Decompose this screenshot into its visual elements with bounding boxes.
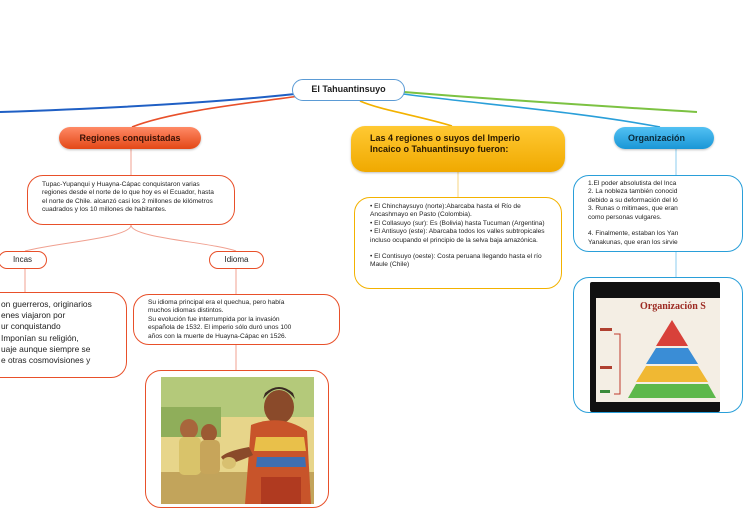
list-spacer xyxy=(588,222,728,230)
subtopic-idioma-label: Idioma xyxy=(224,255,249,264)
subtopic-incas[interactable] xyxy=(0,251,47,269)
regiones-detail-text: Tupac-Yupanqui y Huayna-Cápac conquistaron varias regiones desde el norte de lo que hoy es el Ecuador, hasta el norte de Chile. alcanzó casi los 2 millones de kilómetros cuadrados y los 10 millones de habitantes. xyxy=(42,181,214,214)
idioma-line: española de 1532. El imperio sólo duró unos 100 xyxy=(148,324,292,332)
inca-figures-image xyxy=(161,377,314,504)
organizacion-detail-box[interactable] xyxy=(573,175,743,252)
organizacion-line: como personas vulgares. xyxy=(588,213,662,221)
topic-regiones-title: Regiones conquistadas xyxy=(79,133,181,143)
list-spacer xyxy=(370,245,546,253)
idioma-line: Su idioma principal era el quechua, pero había xyxy=(148,299,285,306)
video-thumbnail[interactable] xyxy=(590,282,720,412)
organizacion-video-box[interactable] xyxy=(573,277,743,413)
topic-organizacion[interactable] xyxy=(614,127,714,149)
organizacion-line: 4. Finalmente, estaban los Yan xyxy=(588,230,679,238)
incas-line: Imponían su religión, xyxy=(1,332,79,343)
video-title: Organización S xyxy=(640,301,706,312)
subtopic-incas-label: Incas xyxy=(12,255,33,264)
organizacion-line: 2. La nobleza también conocid xyxy=(588,188,678,196)
organizacion-line: Yanakunas, que eran los sirvie xyxy=(588,238,678,246)
organizacion-line: 3. Runas o mitimaes, que eran xyxy=(588,205,678,213)
idioma-line: años con la muerte de Huayna-Cápac en 1526. xyxy=(148,332,287,340)
root-title: El Tahuantinsuyo xyxy=(311,84,386,94)
idioma-line: Su evolución fue interrumpida por la invasión xyxy=(148,315,280,323)
suyo-item-chinchaysuyo: • El Chinchaysuyo (norte):Abarcaba hasta el Río de Ancashmayo en Pasto (Colombia). xyxy=(370,203,521,219)
incas-line: uaje aunque siempre se xyxy=(1,343,91,354)
organizacion-line: debido a su deformación del ló xyxy=(588,196,678,204)
topic-regiones-conquistadas[interactable] xyxy=(59,127,201,149)
root-topic[interactable] xyxy=(292,79,405,101)
organizacion-line: 1.El poder absolutista del Inca xyxy=(588,180,677,187)
topic-suyos-title: Las 4 regiones o suyos del Imperio Incaico o Tahuantinsuyo fueron: xyxy=(370,133,521,154)
incas-line: on guerreros, originarios xyxy=(1,299,92,309)
incas-detail-box[interactable] xyxy=(0,292,127,378)
subtopic-idioma[interactable] xyxy=(209,251,264,269)
suyo-item-antisuyo: • El Antisuyo (este): Abarcaba todos los valles subtropicales incluso ocupando el principio de la selva baja amazónica. xyxy=(370,228,545,244)
topic-cuatro-suyos[interactable] xyxy=(351,126,565,172)
regiones-detail-box[interactable] xyxy=(27,175,235,225)
incas-line: ur conquistando xyxy=(1,321,61,332)
idioma-line: muchos idiomas distintos. xyxy=(148,307,224,315)
suyos-list-box[interactable] xyxy=(354,197,562,289)
incas-line: enes viajaron por xyxy=(1,310,66,321)
idioma-detail-box[interactable] xyxy=(133,294,340,345)
topic-organizacion-title: Organización xyxy=(628,133,686,143)
inca-image-box[interactable] xyxy=(145,370,329,508)
suyo-item-collasuyo: • El Collasuyo (sur): Es (Bolivia) hasta Tucuman (Argentina) xyxy=(370,219,545,227)
suyo-item-contisuyo: • El Contisuyo (oeste): Costa peruana llegando hasta el río Maule (Chile) xyxy=(370,253,542,269)
pyramid-diagram xyxy=(596,298,720,402)
pyramid-slide xyxy=(596,298,720,402)
incas-line: e otras cosmovisiones y xyxy=(1,355,91,366)
